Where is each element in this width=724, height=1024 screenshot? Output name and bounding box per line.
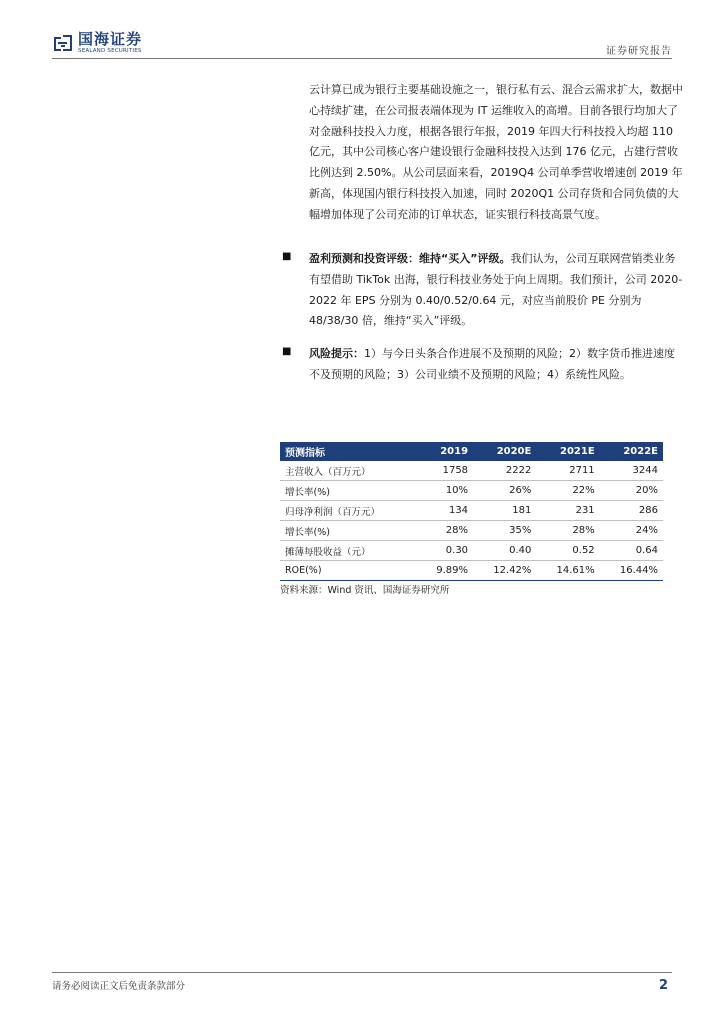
header-cell-metric: 预测指标 bbox=[280, 442, 418, 461]
table-row bbox=[280, 561, 663, 581]
table-cell: 28% bbox=[418, 521, 473, 541]
table-cell: 231 bbox=[536, 501, 599, 521]
table-cell: 2711 bbox=[536, 461, 599, 481]
table-cell: 0.64 bbox=[600, 541, 663, 561]
table-row bbox=[280, 481, 663, 501]
table-cell: 28% bbox=[536, 521, 599, 541]
company-logo bbox=[52, 32, 142, 55]
table-cell: 35% bbox=[473, 521, 536, 541]
header-divider bbox=[52, 58, 672, 59]
table-cell: 26% bbox=[473, 481, 536, 501]
table-cell: 16.44% bbox=[600, 561, 663, 581]
table-cell: 134 bbox=[418, 501, 473, 521]
table-cell: 0.52 bbox=[536, 541, 599, 561]
header-cell-2021e: 2021E bbox=[536, 442, 599, 461]
table-row bbox=[280, 541, 663, 561]
row-label: ROE(%) bbox=[280, 561, 418, 581]
earnings-forecast-body: 我们认为，公司互联网营销类业务有望借助 TikTok 出海，银行科技业务处于向上周期。我们预计，公司 2020-2022 年 EPS 分别为 0.40/0.52/0.64 元，对应当前股价 PE 分别为 48/38/30 倍，维持“买入”评级。 bbox=[309, 252, 683, 328]
paragraph-earnings-forecast bbox=[309, 249, 684, 332]
logo-chinese-name: 国海证券 bbox=[78, 30, 143, 48]
page-header bbox=[52, 30, 672, 56]
header-cell-2019: 2019 bbox=[418, 442, 473, 461]
table-cell: 0.40 bbox=[473, 541, 536, 561]
header-cell-2020e: 2020E bbox=[473, 442, 536, 461]
row-label: 增长率(%) bbox=[280, 521, 418, 541]
table-cell: 2222 bbox=[473, 461, 536, 481]
table-cell: 0.30 bbox=[418, 541, 473, 561]
bullet-square-icon: ■ bbox=[282, 251, 292, 262]
table-row bbox=[280, 461, 663, 481]
row-label: 增长率(%) bbox=[280, 481, 418, 501]
table-cell: 22% bbox=[536, 481, 599, 501]
header-cell-2022e: 2022E bbox=[600, 442, 663, 461]
row-label: 主营收入（百万元） bbox=[280, 461, 418, 481]
table-cell: 10% bbox=[418, 481, 473, 501]
table-cell: 3244 bbox=[600, 461, 663, 481]
forecast-table-container bbox=[280, 442, 663, 581]
table-cell: 9.89% bbox=[418, 561, 473, 581]
table-cell: 12.42% bbox=[473, 561, 536, 581]
row-label: 归母净利润（百万元） bbox=[280, 501, 418, 521]
report-type-label: 证券研究报告 bbox=[606, 46, 672, 57]
table-row bbox=[280, 501, 663, 521]
row-label: 摊薄每股收益（元） bbox=[280, 541, 418, 561]
risk-warning-body: 1）与今日头条合作进展不及预期的风险；2）数字货币推进速度不及预期的风险；3）公司业绩不及预期的风险；4）系统性风险。 bbox=[309, 347, 675, 381]
table-row bbox=[280, 521, 663, 541]
earnings-forecast-heading: 盈利预测和投资评级：维持“买入”评级。 bbox=[309, 252, 511, 265]
risk-warning-heading: 风险提示： bbox=[309, 347, 364, 360]
logo-english-name: SEALAND SECURITIES bbox=[78, 48, 142, 54]
page-number: 2 bbox=[658, 978, 668, 993]
bullet-square-icon: ■ bbox=[282, 346, 292, 357]
paragraph-risk-warning bbox=[309, 344, 684, 386]
table-header-row bbox=[280, 442, 663, 461]
sealand-logo-icon bbox=[52, 33, 74, 53]
forecast-table bbox=[280, 442, 663, 581]
table-cell: 1758 bbox=[418, 461, 473, 481]
table-source-note: 资料来源：Wind 资讯、国海证券研究所 bbox=[280, 585, 450, 596]
footer-disclaimer: 请务必阅读正文后免责条款部分 bbox=[52, 981, 186, 992]
paragraph-cloud-computing: 云计算已成为银行主要基础设施之一，银行私有云、混合云需求扩大，数据中心持续扩建，在公司报表端体现为 IT 运维收入的高增。目前各银行均加大了对金融科技投入力度，根据各银行年报，2019 年四大行科技投入均超 110 亿元，其中公司核心客户建设银行金融科技投入达到 176 亿元，占建行营收比例达到 2.50%。从公司层面来看，2019Q4 公司单季营收增速创 2019 年新高，体现国内银行科技投入加速，同时 2020Q1 公司存货和合同负债的大幅增加体现了公司充沛的订单状态，证实银行科技高景气度。 bbox=[309, 83, 683, 221]
table-cell: 14.61% bbox=[536, 561, 599, 581]
table-cell: 24% bbox=[600, 521, 663, 541]
footer-divider bbox=[52, 972, 672, 973]
table-cell: 286 bbox=[600, 501, 663, 521]
table-cell: 20% bbox=[600, 481, 663, 501]
table-cell: 181 bbox=[473, 501, 536, 521]
